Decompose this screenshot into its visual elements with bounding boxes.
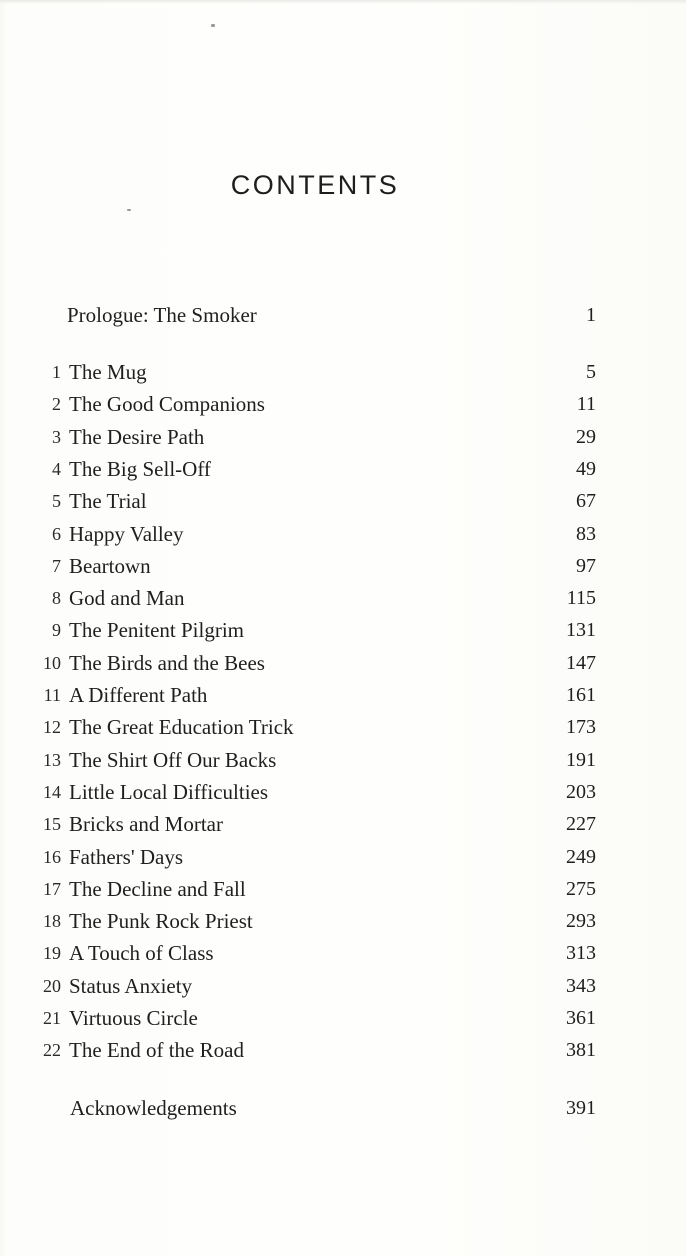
toc-entry-number: 15: [43, 814, 61, 835]
toc-entry-title: God and Man: [69, 586, 185, 611]
contents-heading: CONTENTS: [230, 170, 400, 200]
toc-entry-prologue[interactable]: [0, 300, 686, 330]
toc-entry-title: Acknowledgements: [70, 1096, 237, 1120]
toc-entry-chapter[interactable]: [0, 648, 686, 678]
toc-entry-title: Beartown: [69, 553, 151, 578]
toc-entry-acknowledgements[interactable]: [0, 1093, 686, 1123]
toc-entry-number: 9: [52, 620, 61, 641]
toc-entry-title: Prologue: The Smoker: [67, 303, 257, 327]
toc-entry-page: 191: [566, 748, 596, 771]
toc-entry-title: The Penitent Pilgrim: [69, 618, 244, 643]
toc-entry-page: 313: [566, 942, 596, 965]
toc-entry-number: 12: [43, 717, 61, 738]
toc-entry-page: 97: [576, 554, 596, 577]
toc-entry-chapter[interactable]: [0, 1003, 686, 1033]
toc-entry-number: 13: [43, 749, 61, 770]
toc-entry-title: A Different Path: [69, 683, 208, 707]
toc-entry-page: 115: [566, 587, 596, 610]
toc-entry-chapter[interactable]: [0, 680, 686, 710]
toc-entry-number: 17: [43, 878, 61, 899]
toc-entry-title: The Shirt Off Our Backs: [69, 747, 277, 772]
toc-entry-title: The Decline and Fall: [69, 876, 246, 901]
toc-entry-title: The Mug: [69, 360, 147, 384]
toc-entry-title: Fathers' Days: [69, 844, 184, 869]
toc-entry-chapter[interactable]: [0, 486, 686, 516]
toc-entry-title: The Big Sell-Off: [69, 456, 211, 481]
toc-entry-title: Status Anxiety: [69, 973, 193, 998]
toc-entry-title: Virtuous Circle: [69, 1006, 198, 1030]
toc-entry-title: The Trial: [69, 489, 147, 514]
page-top-edge: [0, 0, 686, 4]
toc-entry-title: Bricks and Mortar: [69, 812, 223, 837]
toc-entry-title: Happy Valley: [69, 521, 184, 546]
toc-entry-title: The Good Companions: [69, 392, 265, 417]
toc-entry-page: 67: [576, 490, 596, 513]
toc-entry-page: 227: [566, 813, 596, 836]
toc-entry-page: 161: [566, 684, 596, 706]
toc-entry-number: 11: [43, 685, 61, 705]
toc-entry-page: 203: [566, 780, 596, 803]
toc-entry-number: 10: [43, 652, 61, 673]
toc-entry-page: 147: [566, 651, 596, 674]
ink-speck: [211, 24, 215, 27]
toc-entry-page: 249: [566, 845, 596, 868]
toc-entry-number: 1: [52, 362, 61, 382]
toc-entry-chapter[interactable]: [0, 777, 686, 807]
toc-entry-page: 275: [566, 877, 596, 900]
toc-entry-number: 4: [52, 458, 61, 479]
toc-entry-page: 5: [586, 361, 596, 383]
toc-entry-number: 3: [52, 426, 61, 447]
toc-entry-number: 2: [52, 394, 61, 415]
toc-entry-chapter[interactable]: [0, 1035, 686, 1065]
toc-entry-chapter[interactable]: [0, 809, 686, 839]
toc-entry-number: 16: [43, 846, 61, 867]
toc-entry-number: 18: [43, 911, 61, 932]
toc-entry-page: 391: [566, 1097, 596, 1119]
toc-entry-page: 173: [566, 716, 596, 739]
toc-entry-chapter[interactable]: [0, 712, 686, 742]
toc-entry-page: 381: [566, 1039, 596, 1062]
toc-entry-chapter[interactable]: [0, 389, 686, 419]
toc-entry-chapter[interactable]: [0, 938, 686, 968]
toc-entry-chapter[interactable]: [0, 422, 686, 452]
toc-entry-page: 29: [576, 425, 596, 448]
toc-entry-title: The Great Education Trick: [69, 715, 294, 740]
toc-entry-chapter[interactable]: [0, 615, 686, 645]
toc-entry-number: 8: [52, 588, 61, 609]
toc-entry-chapter[interactable]: [0, 745, 686, 775]
toc-entry-chapter[interactable]: [0, 906, 686, 936]
toc-entry-page: 361: [566, 1007, 596, 1029]
toc-entry-chapter[interactable]: [0, 551, 686, 581]
toc-entry-page: 49: [576, 457, 596, 480]
ink-speck: [127, 209, 131, 211]
toc-entry-title: The Desire Path: [69, 424, 205, 449]
toc-entry-page: 293: [566, 910, 596, 933]
toc-entry-chapter[interactable]: [0, 583, 686, 613]
toc-entry-page: 83: [576, 522, 596, 545]
toc-entry-page: 1: [586, 304, 596, 326]
toc-entry-number: 19: [43, 943, 61, 964]
toc-entry-chapter[interactable]: [0, 519, 686, 549]
toc-entry-number: 7: [52, 555, 61, 576]
toc-entry-chapter[interactable]: [0, 357, 686, 387]
toc-entry-title: The Punk Rock Priest: [69, 909, 253, 934]
toc-entry-number: 21: [43, 1008, 61, 1028]
toc-entry-title: The End of the Road: [69, 1038, 244, 1063]
toc-entry-number: 5: [52, 491, 61, 512]
toc-entry-chapter[interactable]: [0, 842, 686, 872]
toc-entry-number: 6: [52, 523, 61, 544]
toc-entry-chapter[interactable]: [0, 454, 686, 484]
toc-entry-chapter[interactable]: [0, 874, 686, 904]
toc-entry-page: 131: [566, 619, 596, 642]
toc-entry-number: 14: [43, 781, 61, 802]
toc-entry-number: 22: [43, 1040, 61, 1061]
toc-entry-page: 343: [566, 974, 596, 997]
toc-entry-title: A Touch of Class: [69, 941, 214, 966]
toc-entry-title: The Birds and the Bees: [69, 650, 265, 675]
toc-entry-page: 11: [576, 393, 596, 416]
toc-entry-number: 20: [43, 975, 61, 996]
toc-entry-chapter[interactable]: [0, 971, 686, 1001]
toc-entry-title: Little Local Difficulties: [69, 779, 269, 804]
